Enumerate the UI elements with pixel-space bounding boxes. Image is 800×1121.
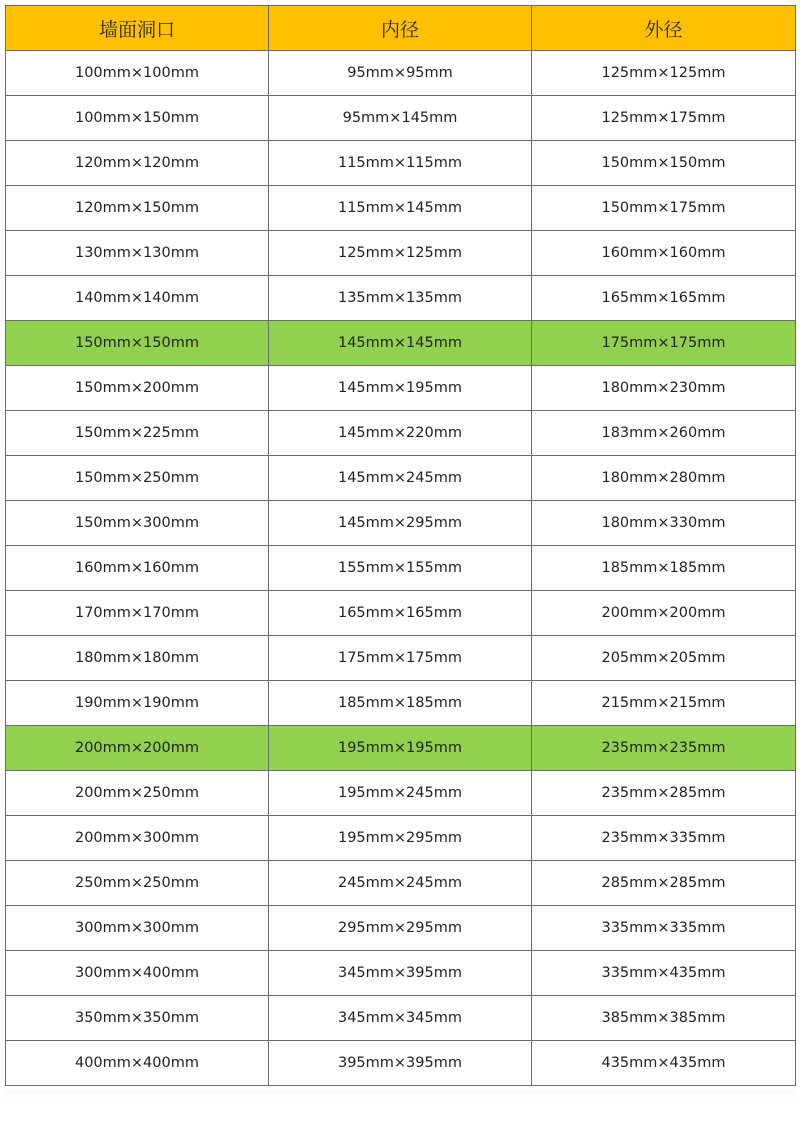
- table-row: [6, 996, 796, 1041]
- cell-outer-diameter: 285mm×285mm: [532, 861, 796, 906]
- table-row: [6, 501, 796, 546]
- table-row: [6, 546, 796, 591]
- bottom-shadow: [5, 1090, 795, 1104]
- cell-wall-opening: 140mm×140mm: [6, 276, 269, 321]
- cell-inner-diameter: 145mm×145mm: [269, 321, 532, 366]
- cell-wall-opening: 190mm×190mm: [6, 681, 269, 726]
- cell-inner-diameter: 145mm×245mm: [269, 456, 532, 501]
- header-inner-diameter: 内径: [269, 6, 532, 51]
- cell-outer-diameter: 235mm×235mm: [532, 726, 796, 771]
- spec-table-container: [5, 5, 795, 1086]
- cell-inner-diameter: 115mm×145mm: [269, 186, 532, 231]
- cell-inner-diameter: 145mm×220mm: [269, 411, 532, 456]
- cell-inner-diameter: 95mm×95mm: [269, 51, 532, 96]
- cell-wall-opening: 300mm×300mm: [6, 906, 269, 951]
- table-row-highlighted: [6, 726, 796, 771]
- cell-outer-diameter: 435mm×435mm: [532, 1041, 796, 1086]
- cell-inner-diameter: 155mm×155mm: [269, 546, 532, 591]
- cell-outer-diameter: 125mm×175mm: [532, 96, 796, 141]
- table-row: [6, 186, 796, 231]
- table-body: [6, 51, 796, 1086]
- cell-outer-diameter: 385mm×385mm: [532, 996, 796, 1041]
- cell-outer-diameter: 205mm×205mm: [532, 636, 796, 681]
- header-row: [6, 6, 796, 51]
- cell-outer-diameter: 175mm×175mm: [532, 321, 796, 366]
- cell-inner-diameter: 395mm×395mm: [269, 1041, 532, 1086]
- cell-outer-diameter: 235mm×335mm: [532, 816, 796, 861]
- cell-wall-opening: 200mm×200mm: [6, 726, 269, 771]
- table-row: [6, 771, 796, 816]
- cell-wall-opening: 170mm×170mm: [6, 591, 269, 636]
- table-row: [6, 411, 796, 456]
- cell-outer-diameter: 180mm×280mm: [532, 456, 796, 501]
- cell-outer-diameter: 150mm×150mm: [532, 141, 796, 186]
- table-row: [6, 141, 796, 186]
- header-outer-diameter: 外径: [532, 6, 796, 51]
- cell-inner-diameter: 295mm×295mm: [269, 906, 532, 951]
- cell-wall-opening: 100mm×100mm: [6, 51, 269, 96]
- cell-inner-diameter: 95mm×145mm: [269, 96, 532, 141]
- cell-inner-diameter: 345mm×345mm: [269, 996, 532, 1041]
- cell-wall-opening: 120mm×150mm: [6, 186, 269, 231]
- table-row: [6, 276, 796, 321]
- table-row: [6, 1041, 796, 1086]
- cell-wall-opening: 120mm×120mm: [6, 141, 269, 186]
- cell-wall-opening: 200mm×250mm: [6, 771, 269, 816]
- cell-outer-diameter: 180mm×330mm: [532, 501, 796, 546]
- cell-outer-diameter: 235mm×285mm: [532, 771, 796, 816]
- cell-inner-diameter: 175mm×175mm: [269, 636, 532, 681]
- cell-inner-diameter: 115mm×115mm: [269, 141, 532, 186]
- table-row: [6, 816, 796, 861]
- cell-inner-diameter: 195mm×295mm: [269, 816, 532, 861]
- cell-wall-opening: 100mm×150mm: [6, 96, 269, 141]
- table-row: [6, 681, 796, 726]
- cell-outer-diameter: 150mm×175mm: [532, 186, 796, 231]
- cell-outer-diameter: 183mm×260mm: [532, 411, 796, 456]
- cell-outer-diameter: 215mm×215mm: [532, 681, 796, 726]
- cell-wall-opening: 130mm×130mm: [6, 231, 269, 276]
- cell-outer-diameter: 200mm×200mm: [532, 591, 796, 636]
- table-row: [6, 861, 796, 906]
- cell-wall-opening: 400mm×400mm: [6, 1041, 269, 1086]
- cell-wall-opening: 200mm×300mm: [6, 816, 269, 861]
- cell-wall-opening: 350mm×350mm: [6, 996, 269, 1041]
- header-wall-opening: 墙面洞口: [6, 6, 269, 51]
- cell-outer-diameter: 335mm×335mm: [532, 906, 796, 951]
- cell-inner-diameter: 145mm×295mm: [269, 501, 532, 546]
- cell-outer-diameter: 165mm×165mm: [532, 276, 796, 321]
- cell-wall-opening: 160mm×160mm: [6, 546, 269, 591]
- table-row: [6, 951, 796, 996]
- cell-wall-opening: 150mm×200mm: [6, 366, 269, 411]
- cell-wall-opening: 150mm×300mm: [6, 501, 269, 546]
- cell-inner-diameter: 165mm×165mm: [269, 591, 532, 636]
- table-header: [6, 6, 796, 51]
- cell-outer-diameter: 335mm×435mm: [532, 951, 796, 996]
- table-row: [6, 51, 796, 96]
- cell-wall-opening: 150mm×225mm: [6, 411, 269, 456]
- cell-inner-diameter: 145mm×195mm: [269, 366, 532, 411]
- table-row: [6, 96, 796, 141]
- table-row-highlighted: [6, 321, 796, 366]
- spec-table: [5, 5, 796, 1086]
- table-row: [6, 636, 796, 681]
- cell-wall-opening: 300mm×400mm: [6, 951, 269, 996]
- cell-inner-diameter: 195mm×195mm: [269, 726, 532, 771]
- cell-wall-opening: 150mm×150mm: [6, 321, 269, 366]
- table-row: [6, 366, 796, 411]
- table-row: [6, 231, 796, 276]
- table-row: [6, 456, 796, 501]
- cell-inner-diameter: 245mm×245mm: [269, 861, 532, 906]
- cell-inner-diameter: 185mm×185mm: [269, 681, 532, 726]
- cell-wall-opening: 150mm×250mm: [6, 456, 269, 501]
- cell-outer-diameter: 180mm×230mm: [532, 366, 796, 411]
- cell-outer-diameter: 185mm×185mm: [532, 546, 796, 591]
- table-row: [6, 591, 796, 636]
- cell-inner-diameter: 195mm×245mm: [269, 771, 532, 816]
- cell-outer-diameter: 125mm×125mm: [532, 51, 796, 96]
- cell-inner-diameter: 345mm×395mm: [269, 951, 532, 996]
- cell-inner-diameter: 135mm×135mm: [269, 276, 532, 321]
- cell-inner-diameter: 125mm×125mm: [269, 231, 532, 276]
- cell-outer-diameter: 160mm×160mm: [532, 231, 796, 276]
- cell-wall-opening: 180mm×180mm: [6, 636, 269, 681]
- table-row: [6, 906, 796, 951]
- cell-wall-opening: 250mm×250mm: [6, 861, 269, 906]
